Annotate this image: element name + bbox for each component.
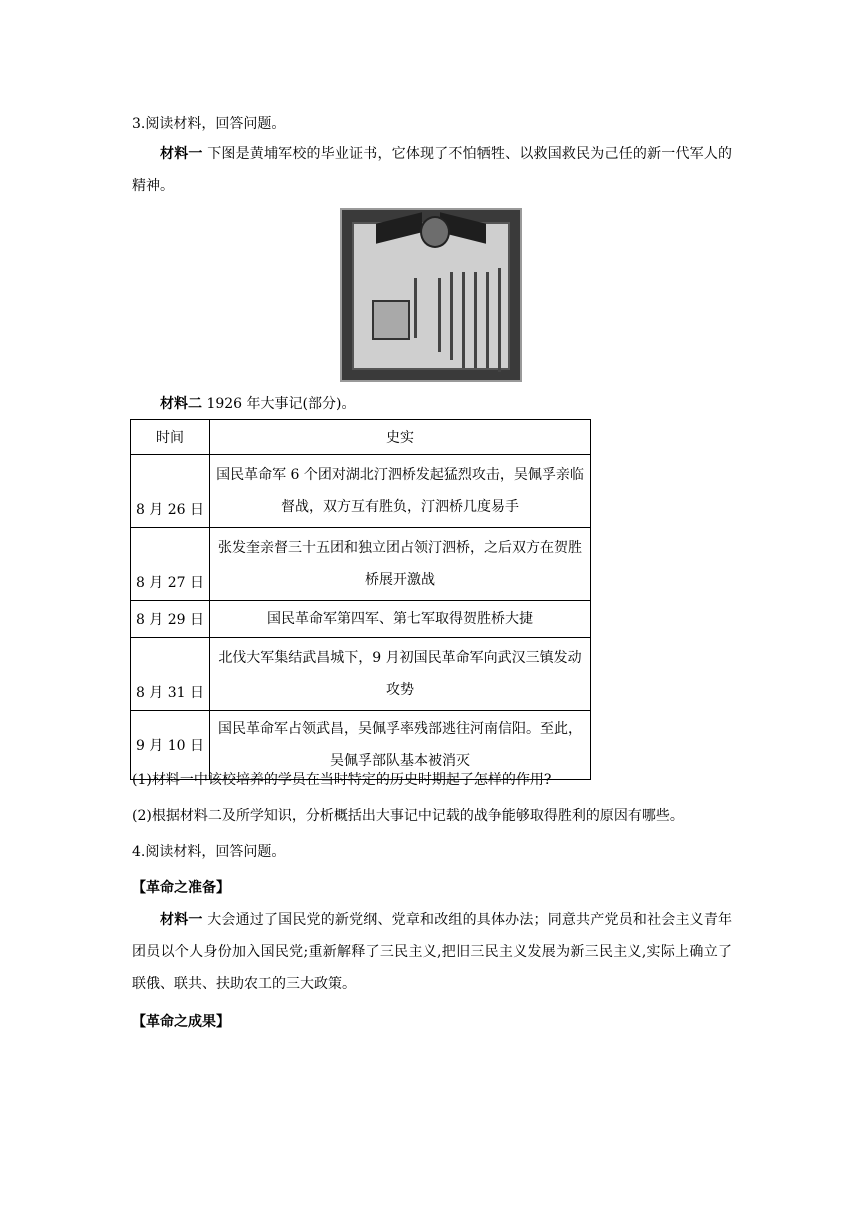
table-header-row [131,420,591,455]
header-facts: 史实 [210,420,591,455]
text-column [438,278,441,352]
whampoa-certificate-image [340,208,522,382]
q3-material-1 [132,138,732,202]
row-date: 8 月 31 日 [131,638,210,711]
row-fact: 国民革命军占领武昌，吴佩孚率残部逃往河南信阳。至此，吴佩孚部队基本被消灭 [210,711,591,780]
table-row [131,638,591,711]
row-date: 9 月 10 日 [131,711,210,780]
q4-material-1-lead: 材料一 [160,912,203,928]
flag-left-icon [376,212,422,243]
q4-material-1-text: 大会通过了国民党的新党纲、党章和改组的具体办法；同意共产党员和社会主义青年团员以个人身份加入国民党;重新解释了三民主义,把旧三民主义发展为新三民主义,实际上确立了联俄、联共、扶助农工的三大政策。 [132,912,733,992]
row-fact: 国民革命军 6 个团对湖北汀泗桥发起猛烈攻击，吴佩孚亲临督战，双方互有胜负，汀泗桥几度易手 [210,455,591,528]
text-column [450,272,453,360]
table-row [131,455,591,528]
row-date: 8 月 29 日 [131,601,210,638]
portrait-icon [420,216,450,248]
table-row [131,601,591,638]
events-table [130,419,591,780]
row-fact: 张发奎亲督三十五团和独立团占领汀泗桥，之后双方在贺胜桥展开激战 [210,528,591,601]
q4-section-results: 【革命之成果】 [132,1014,230,1030]
q3-subquestion-1: (1)材料一中该校培养的学员在当时特定的历史时期起了怎样的作用? [132,772,552,788]
certificate-paper [352,222,510,370]
text-column [462,272,465,368]
q3-material-2-text: 1926 年大事记(部分)。 [206,396,356,412]
row-fact: 国民革命军第四军、第七军取得贺胜桥大捷 [210,601,591,638]
text-column [414,278,417,338]
text-column [486,272,489,368]
q4-section-preparation: 【革命之准备】 [132,880,230,896]
row-date: 8 月 27 日 [131,528,210,601]
question-4-title: 4.阅读材料，回答问题。 [132,844,286,860]
text-column [474,272,477,368]
question-3-title: 3.阅读材料，回答问题。 [132,116,286,132]
seal-photo-icon [372,300,410,340]
q3-material-2 [160,394,355,414]
row-fact: 北伐大军集结武昌城下，9 月初国民革命军向武汉三镇发动攻势 [210,638,591,711]
q3-material-2-lead: 材料二 [160,396,202,412]
q4-material-1 [132,904,732,1000]
row-date: 8 月 26 日 [131,455,210,528]
q3-material-1-lead: 材料一 [160,146,203,162]
q3-subquestion-2: (2)根据材料二及所学知识，分析概括出大事记中记载的战争能够取得胜利的原因有哪些。 [132,808,684,824]
q3-material-1-text: 下图是黄埔军校的毕业证书，它体现了不怕牺牲、以救国救民为己任的新一代军人的精神。 [132,146,733,194]
table-row [131,528,591,601]
text-column [498,268,501,372]
header-time: 时间 [131,420,210,455]
